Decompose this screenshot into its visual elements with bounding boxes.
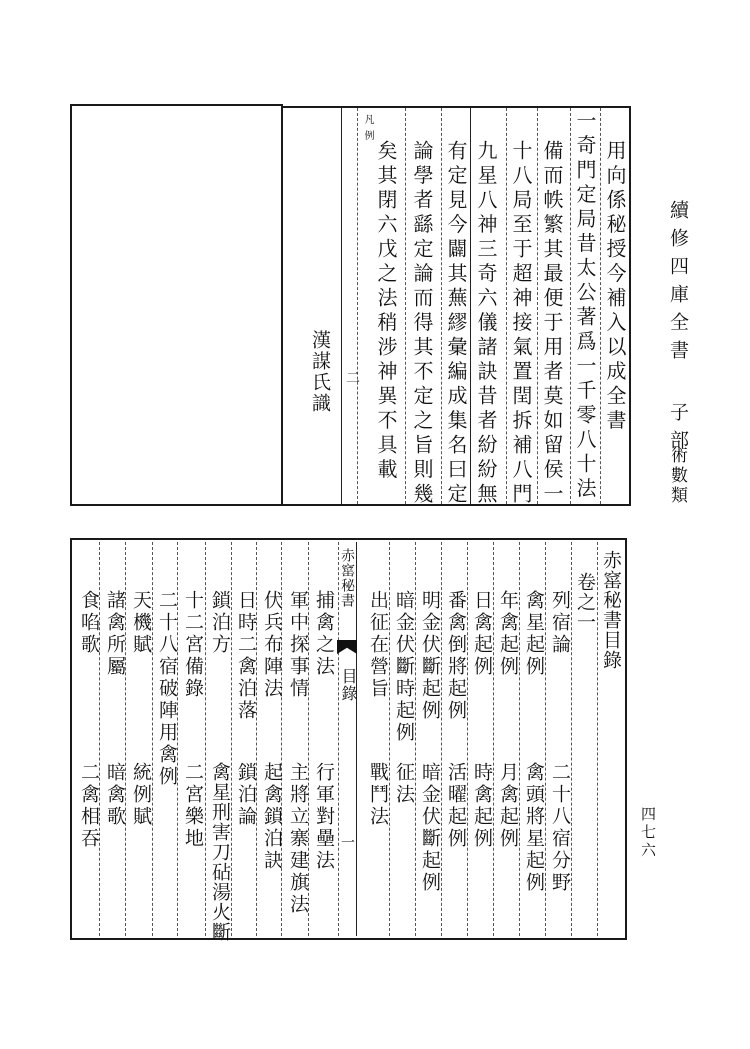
preface-column-5: 九星八神三奇六儀諸訣昔者紛紛無 [474,140,498,508]
column-rule [470,108,471,504]
toc-entry: 征法 [393,762,415,806]
column-rule [205,542,206,936]
column-rule [415,542,416,936]
toc-title: 赤窰秘書目錄 [600,550,622,670]
toc-volume-heading: 卷之一 [574,572,596,632]
toc-entry: 出征在營旨 [367,590,389,700]
margin-section-marker: 目錄 [339,668,358,702]
column-rule [341,108,342,504]
preface-column-4: 十八局至于超神接氣置閏拆補八門 [509,140,533,508]
series-category-label: 術數類 [667,446,687,506]
margin-section-label: 凡例 [362,114,373,146]
column-rule [600,108,601,504]
toc-entry: 行軍對壘法 [313,762,335,872]
column-rule [545,542,546,936]
toc-entry: 暗禽歌 [104,762,126,828]
preface-column-8: 矣其閉六戊之法稍涉神異不具載 [374,140,398,483]
preface-column-3: 備而帙繁其最便于用者莫如留侯一 [540,140,564,508]
toc-entry: 二宮樂地 [182,762,204,850]
toc-entry: 統例賦 [130,762,152,828]
toc-entry: 諸禽所屬 [104,590,126,678]
toc-entry: 十二宮備錄 [182,590,204,700]
toc-entry: 二十八宿破陣用禽例 [156,590,178,788]
toc-entry: 二禽相吞 [78,762,100,850]
margin-book-title: 赤窰秘書 [339,548,355,608]
toc-entry: 暗金伏斷起例 [419,762,441,894]
toc-entry: 禽星起例 [523,590,545,678]
toc-entry: 明金伏斷起例 [419,590,441,722]
column-rule [441,542,442,936]
toc-entry: 二十八宿分野 [549,762,571,894]
series-collection-label: 續修四庫全書 [667,200,689,368]
toc-entry: 戰鬥法 [367,762,389,828]
column-rule [506,108,507,504]
toc-entry: 食啗歌 [78,590,100,656]
column-rule [231,542,232,936]
toc-entry: 月禽起例 [497,762,519,850]
toc-entry: 主將立寨建旗法 [287,762,309,916]
toc-entry: 禽星刑害刀砧湯火斷 [209,762,231,942]
margin-folio-number: 二 [344,370,360,389]
column-rule [570,108,571,504]
toc-entry: 暗金伏斷時起例 [393,590,415,744]
column-rule [356,542,357,936]
column-rule [152,542,153,936]
margin-folio-number: 一 [339,835,355,852]
preface-column-7: 論學者繇定論而得其不定之旨則幾 [410,140,434,508]
column-rule [519,542,520,936]
toc-entry: 活曜起例 [445,762,467,850]
toc-entry: 鎖泊論 [235,762,257,828]
toc-entry: 番禽倒將起例 [445,590,467,722]
toc-entry: 禽頭將星起例 [523,762,545,894]
toc-entry: 伏兵布陣法 [261,590,283,700]
series-division-label: 子部 [667,402,689,458]
column-rule [571,542,572,936]
column-rule [405,108,406,504]
toc-entry: 日禽起例 [471,590,493,678]
top-blank-box [70,104,283,506]
column-rule [357,108,358,504]
author-signature: 漢謀氏識 [309,330,331,414]
column-rule [493,542,494,936]
column-rule [441,108,442,504]
toc-entry: 天機賦 [130,590,152,656]
toc-entry: 列宿論 [549,590,571,656]
page-number: 四七六 [639,806,657,860]
toc-entry: 時禽起例 [471,762,493,850]
column-rule [467,542,468,936]
toc-entry: 年禽起例 [497,590,519,678]
toc-entry: 鎖泊方 [209,590,231,656]
column-rule [537,108,538,504]
toc-entry: 捕禽之法 [313,590,335,678]
column-rule [597,542,598,936]
toc-entry: 起禽鎖泊訣 [261,762,283,872]
column-rule [389,542,390,936]
preface-column-6: 有定見今闢其蕪繆彙編成集名曰定 [444,140,468,508]
toc-entry: 日時二禽泊落 [235,590,257,722]
toc-entry: 軍中探事情 [287,590,309,700]
preface-column-2: 一奇門定局昔太公著爲一千零八十法 [573,110,597,502]
preface-column-1: 用向係秘授今補入以成全書 [603,140,627,434]
